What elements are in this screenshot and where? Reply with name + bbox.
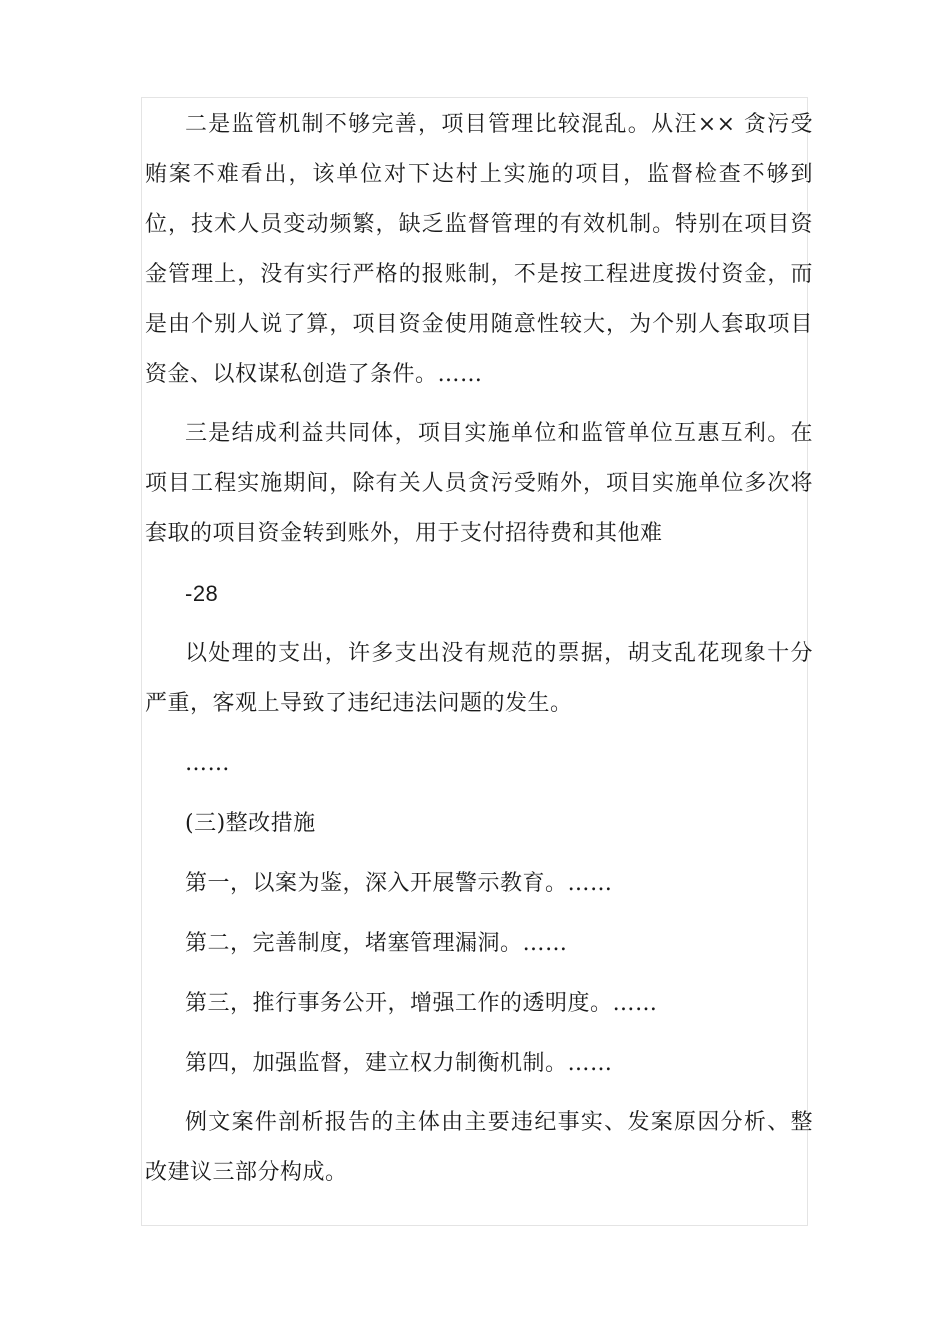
paragraph-continued-expenses: 以处理的支出，许多支出没有规范的票据，胡支乱花现象十分严重，客观上导致了违纪违法问题的发生。 — [145, 641, 813, 716]
document-body — [145, 100, 813, 1198]
paragraph-report-structure: 例文案件剖析报告的主体由主要违纪事实、发案原因分析、整改建议三部分构成。 — [145, 1110, 813, 1185]
paragraph-supervision-mechanism: 二是监管机制不够完善，项目管理比较混乱。从汪×× 贪污受贿案不难看出，该单位对下达村上实施的项目，监督检查不够到位，技术人员变动频繁，缺乏监督管理的有效机制。特别在项目资金管理上，没有实行严格的报账制，不是按工程进度拨付资金，而是由个别人说了算，项目资金使用随意性较大，为个别人套取项目资金、以权谋私创造了条件。…… — [145, 112, 813, 387]
measure-item-2: 第二，完善制度，堵塞管理漏洞。…… — [185, 931, 568, 956]
paragraph-interest-community: 三是结成利益共同体，项目实施单位和监管单位互惠互利。在项目工程实施期间，除有关人员贪污受贿外，项目实施单位多次将套取的项目资金转到账外，用于支付招待费和其他难 — [145, 421, 813, 546]
page-number: -28 — [185, 581, 219, 606]
ellipsis-line: …… — [185, 751, 230, 776]
measure-item-3: 第三，推行事务公开，增强工作的透明度。…… — [185, 991, 658, 1016]
section-heading: (三)整改措施 — [185, 811, 316, 836]
measure-item-1: 第一，以案为鉴，深入开展警示教育。…… — [185, 871, 613, 896]
measure-item-4: 第四，加强监督，建立权力制衡机制。…… — [185, 1051, 613, 1076]
